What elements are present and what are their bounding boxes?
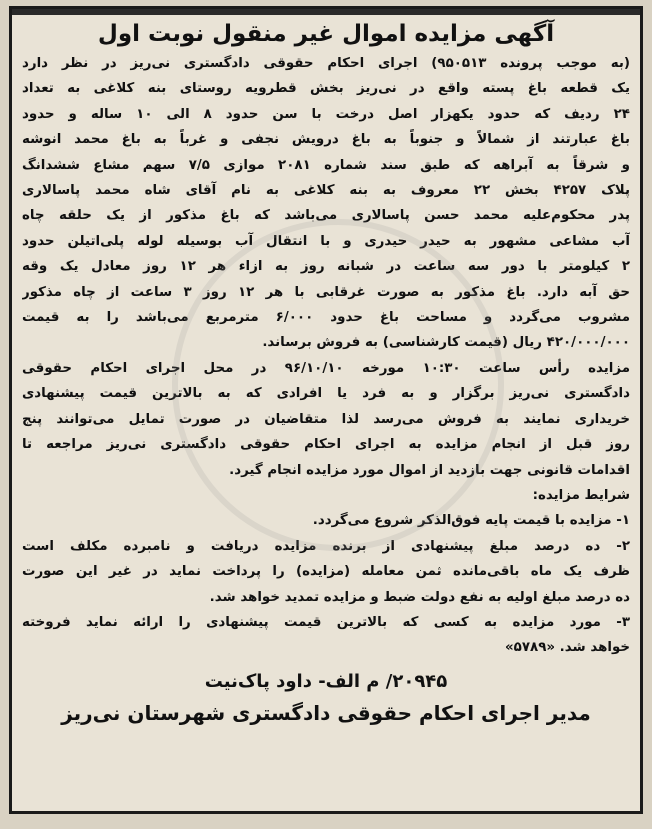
notice-line: پلاک ۴۲۵۷ بخش ۲۲ معروف به بنه کلاغی به نام آقای شاه محمد پاسالاری [22,183,630,199]
notice-page [9,6,643,814]
notice-line: آب مشاعی مشهور به حیدر حیدری و با انتقال آب بوسیله لوله پلی‌اتیلن حدود [22,233,630,249]
notice-line: روز قبل از انجام مزایده به اجرای احکام حقوقی دادگستری نی‌ریز مراجعه تا [22,437,630,453]
notice-line: دادگستری نی‌ریز برگزار و به فرد یا افرادی که به بالاترین قیمت پیشنهادی [22,386,630,402]
notice-line: حق آبه دارد. باغ مذکور به صورت غرقابی با هر ۱۲ روز ۳ ساعت از چاه مذکور [22,284,630,300]
condition-line: ۲- ده درصد مبلغ پیشنهادی از برنده مزایده دریافت و نامبرده مکلف است [22,538,630,554]
notice-line: خریداری نمایند به فروش می‌رسد لذا متقاضیان در صورت تمایل می‌توانند پنج [22,411,630,427]
condition-line: خواهد شد. «۵۷۸۹» [505,640,630,656]
signature-title: مدیر اجرای احکام حقوقی دادگستری شهرستان نی‌ریز [61,700,591,725]
signature-block [22,667,630,729]
condition-line: ظرف یک ماه باقی‌مانده ثمن معامله (مزایده) را پرداخت نماید در غیر این صورت [22,564,630,580]
notice-line: باغ عبارتند از شمالاً و جنوباً به باغ درویش نجفی و غرباً به باغ محمد انوشه [22,132,630,148]
notice-line: اقدامات قانونی جهت بازدید از اموال مورد مزایده انجام گیرد. [229,462,630,478]
condition-line: ۳- مورد مزایده به کسی که بالاترین قیمت پیشنهادی را ارائه نماید فروخته [22,614,630,630]
notice-line: مشروب می‌گردد و مساحت باغ حدود ۶/۰۰۰ مترمربع می‌باشد را به قیمت [22,310,630,326]
notice-title: آگهی مزایده اموال غیر منقول نوبت اول [97,21,555,47]
notice-line: و شرقاً به آبراهه که طبق سند شماره ۲۰۸۱ موازی ۷/۵ سهم مشاع ششدانگ [22,157,630,173]
notice-line: مزایده رأس ساعت ۱۰:۳۰ مورخه ۹۶/۱۰/۱۰ در محل اجرای احکام حقوقی [22,360,630,376]
condition-line: ۱- مزایده با قیمت پایه فوق‌الذکر شروع می‌گردد. [312,513,630,529]
notice-line: پدر محکوم‌علیه محمد حسن پاسالاری می‌باشد که باغ مذکور از یک حلقه چاه [22,208,630,224]
notice-line: یک قطعه باغ پسته واقع در نی‌ریز بخش قطرویه روستای بنه کلاغی به تعداد [22,81,630,97]
notice-line: ۲ کیلومتر با دور سه ساعت در شبانه روز به ازاء هر ۱۲ روز معادل یک وقه [22,259,630,275]
conditions-heading: شرایط مزایده: [532,487,630,503]
notice-line: ۲۴ ردیف که حدود یکهزار اصل درخت با سن حدود ۸ الی ۱۰ ساله و حدود [22,106,630,122]
notice-line: ۴۲۰/۰۰۰/۰۰۰ ریال (قیمت کارشناسی) به فروش برساند. [262,335,630,351]
notice-body [22,51,630,661]
top-rule [12,9,640,15]
condition-line: ده درصد مبلغ اولیه به نفع دولت ضبط و مزایده تمدید خواهد شد. [209,589,630,605]
notice-line: (به موجب پرونده ۹۵۰۵۱۳) اجرای احکام حقوقی دادگستری نی‌ریز در نظر دارد [22,56,630,71]
signature-reference: ۲۰۹۴۵/ م الف- داود پاک‌نیت [204,670,448,692]
